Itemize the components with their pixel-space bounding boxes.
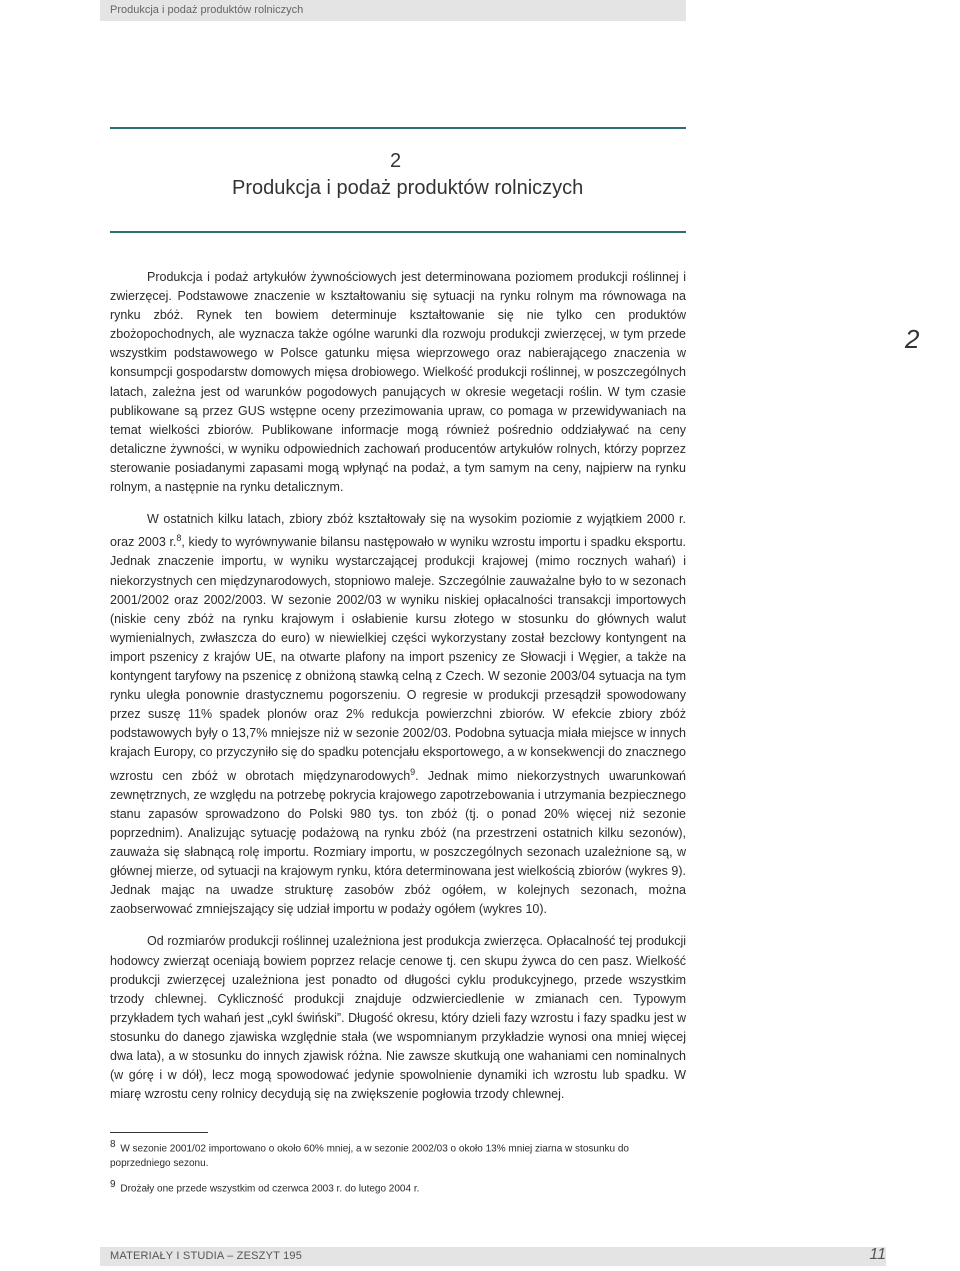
chapter-top-rule bbox=[110, 127, 686, 129]
chapter-title: Produkcja i podaż produktów rolniczych bbox=[232, 177, 584, 199]
paragraph-3: Od rozmiarów produkcji roślinnej uzależniona jest produkcja zwierzęca. Opłacalność tej produkcji hodowcy zwierząt oceniają bowiem poprzez relacje cenowe tj. cen skupu żywca do cen pasz. Wielkość produkcji zwierzęcej uzależniona jest ponadto od długości cyklu produkcyjnego, przede wszystkim trzody chlewnej. Cykliczność produkcji znajduje odzwierciedlenie w zmianach cen. Typowym przykładem tych wahań jest „cykl świński”. Długość okresu, który dzieli fazy wzrostu i fazy spadku jest w stosunku do danego zjawiska względnie stała (we wspomnianym przykładzie wynosi ona mniej więcej dwa lata), a w stosunku do innych zjawisk różna. Nie zawsze skutkują one wahaniami cen nominalnych (w górę i w dół), lecz mogą spowodować jedynie spowolnienie dynamiki ich wzrostu lub spadku. W miarę wzrostu ceny rolnicy decydują się na zwiększenie pogłowia trzody chlewnej. bbox=[110, 934, 686, 1102]
page-number: 11 bbox=[869, 1246, 886, 1263]
footer-series: MATERIAŁY I STUDIA – ZESZYT 195 bbox=[110, 1250, 303, 1262]
footnote-rule bbox=[110, 1132, 208, 1133]
chapter-number: 2 bbox=[390, 150, 402, 172]
running-header-title: Produkcja i podaż produktów rolniczych bbox=[110, 4, 304, 16]
paragraph-2 bbox=[110, 510, 686, 919]
footnotes bbox=[110, 1137, 686, 1203]
footnote-ref-9: 9 bbox=[410, 766, 416, 777]
footnote-text: W sezonie 2001/02 importowano o około 60% mniej, a w sezonie 2002/03 o około 13% mniej ziarna w stosunku do poprzedniego sezonu. bbox=[110, 1143, 629, 1170]
paragraph-1: Produkcja i podaż artykułów żywnościowych jest determinowana poziomem produkcji roślinnej i zwierzęcej. Podstawowe znaczenie w kształtowaniu się sytuacji na rynku rolnym ma równowaga na rynku zbóż. Rynek ten bowiem determinuje kształtowanie się nie tylko cen produktów zbożopochodnych, ale wyznacza także ogólne warunki dla rozwoju produkcji zwierzęcej, w tym przede wszystkim podstawowego w Polsce gatunku mięsa wieprzowego oraz nabierającego znaczenia w konsumpcji gospodarstw domowych mięsa drobiowego. Wielkość produkcji roślinnej, w poszczególnych latach, zależna jest od warunków pogodowych panujących w okresie wegetacji roślin. W tym czasie publikowane są przez GUS wstępne oceny przezimowania upraw, co pomaga w przewidywaniach na temat wielkości zbiorów. Publikowane informacje mogą również pośrednio oddziaływać na ceny detaliczne żywności, w wyniku odpowiednich zachowań producentów artykułów rolnych, którzy poprzez sterowanie posiadanymi zapasami mogą wpłynąć na podaż, a tym samym na ceny, najpierw na rynku rolnym, a następnie na rynku detalicznym. bbox=[110, 270, 686, 495]
paragraph-2-part-1: W ostatnich kilku latach, zbiory zbóż kształtowały się na wysokim poziomie z wyjątkiem 2000 r. oraz 2003 r. bbox=[110, 512, 686, 550]
footnote-9 bbox=[110, 1177, 686, 1196]
page-footer bbox=[100, 1247, 886, 1266]
footnote-mark: 9 bbox=[110, 1179, 116, 1191]
side-chapter-number: 2 bbox=[905, 324, 920, 354]
footnote-8 bbox=[110, 1137, 686, 1171]
chapter-bottom-rule bbox=[110, 231, 686, 233]
footnote-mark: 8 bbox=[110, 1139, 116, 1150]
running-header bbox=[100, 0, 686, 21]
footnote-text: Drożały one przede wszystkim od czerwca 2003 r. do lutego 2004 r. bbox=[120, 1183, 420, 1195]
paragraph-2-part-2: , kiedy to wyrównywanie bilansu następowało w wyniku wzrostu importu i spadku eksportu. Jednak znaczenie importu, w wyniku wystarczającej produkcji krajowej (mimo rocznych wahań) i niekorzystnych cen międzynarodowych, stopniowo maleje. Szczególnie zauważalne było to w sezonach 2001/2002 oraz 2002/2003. W sezonie 2002/03 w wyniku niskiej opłacalności transakcji importowych (niskie ceny zbóż na rynku krajowym i osłabienie kursu złotego w stosunku do głównych walut wymienialnych, zwłaszcza do euro) w niewielkiej części wykorzystany został bezcłowy kontyngent na import pszenicy z krajów UE, na otwarte plafony na import pszenicy ze Słowacji i Węgier, a także na kontyngent taryfowy na pszenicę z obniżoną stawką celną z Czech. W sezonie 2003/04 sytuacja na tym rynku uległa ponownie drastycznemu pogorszeniu. O regresie w produkcji przesądził spowodowany przez suszę 11% spadek plonów oraz 2% redukcja powierzchni zbiorów. W efekcie zbiory zbóż podstawowych były o 13,7% mniejsze niż w sezonie 2002/03. Podobna sytuacja miała miejsce w innych krajach Europy, co przyczyniło się do spadku potencjału eksportowego, a w konsekwencji do znacznego wzrostu cen zbóż w obrotach międzynarodowych bbox=[110, 535, 687, 783]
body-text bbox=[110, 268, 686, 1117]
footnote-ref-8: 8 bbox=[176, 533, 182, 544]
paragraph-2-part-3: . Jednak mimo niekorzystnych uwarunkowań zewnętrznych, ze względu na potrzebę pokrycia krajowego zapotrzebowania i utrzymania bezpiecznego stanu zapasów sprowadzono do Polski 980 tys. ton zbóż (tj. o ponad 20% więcej niż sezonie poprzednim). Analizując sytuację podażową na rynku zbóż (na przestrzeni ostatnich kilku sezonów), zauważa się słabnącą rolę importu. Rozmiary importu, w poszczególnych sezonach uzależnione są, w głównej mierze, od sytuacji na krajowym rynku, która determinowana jest wielkością zbiorów (wykres 9). Jednak mając na uwadze strukturę zasobów zbóż ogółem, w kolejnych sezonach, można zaobserwować zmniejszający się udział importu w podaży ogółem (wykres 10). bbox=[110, 768, 686, 917]
